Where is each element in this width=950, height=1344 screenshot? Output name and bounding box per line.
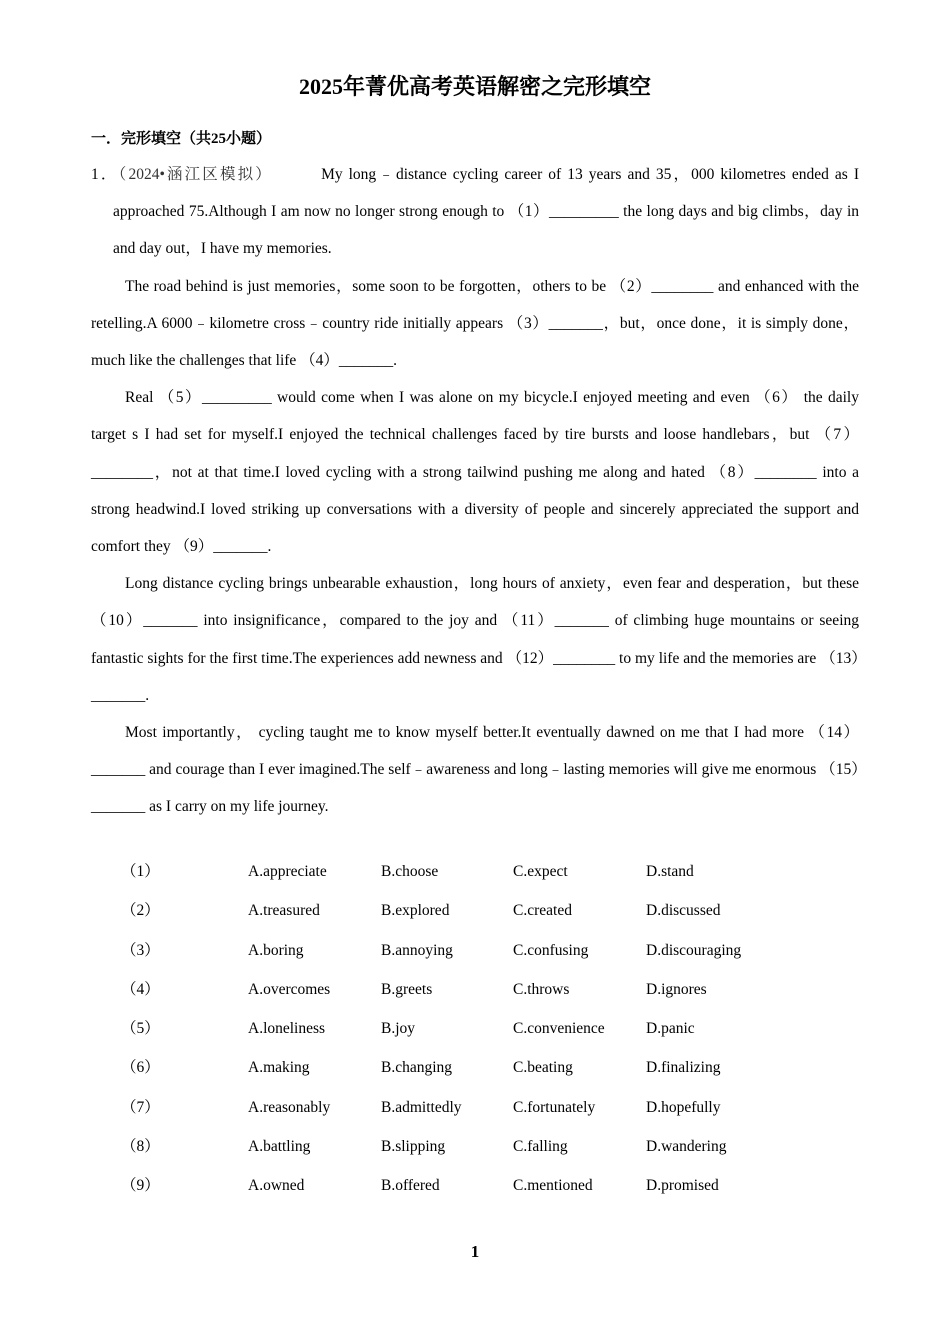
page-number: 1 [470,1242,480,1261]
option-number: （3） [121,941,160,959]
option-row [91,891,859,930]
option-row [91,1166,859,1205]
option-b: B.admittedly [381,1098,462,1116]
option-c: C.falling [513,1138,568,1156]
option-row [91,1048,859,1087]
option-number: （9） [121,1177,160,1195]
option-c: C.beating [513,1059,573,1077]
option-a: A.loneliness [248,1020,326,1038]
cloze-passage [91,156,859,826]
option-c: C.convenience [513,1020,605,1038]
option-number: （2） [121,902,160,920]
option-a: A.battling [248,1138,311,1156]
option-number: （6） [121,1059,160,1077]
options-table [91,852,859,1206]
paragraph-4: Long distance cycling brings unbearable exhaustion，long hours of anxiety，even fear and desperation，but these （10）_______ into insignificance，compared to the joy and （11）_______ of climbing huge mountains or seeing fantastic sights for the first time.The experiences add newness and （12）________ to my life and the memories are （13）_______. [91,575,859,704]
option-row [91,1127,859,1166]
option-number: （1） [121,863,160,880]
option-row [91,970,859,1009]
paragraph-3: Real （5）_________ would come when I was alone on my bicycle.I enjoyed meeting and even （6） the daily target s I had set for myself.I enjoyed the technical challenges faced by tire bursts and loose handlebars，but （7）________，not at that time.I loved cycling with a strong tailwind pushing me along and hated （8）________ into a strong headwind.I loved striking up conversations with a diversity of people and sincerely appreciated the support and comfort they （9）_______. [91,389,859,556]
option-number: （4） [121,980,160,998]
option-a: A.appreciate [248,863,327,880]
option-b: B.slipping [381,1138,446,1156]
option-a: A.overcomes [248,980,331,998]
option-b: B.changing [381,1059,453,1077]
option-number: （7） [121,1098,160,1116]
option-d: D.panic [646,1020,695,1038]
paragraph-2: The road behind is just memories，some soon to be forgotten，others to be （2）________ and enhanced with the retelling.A 6000﹣kilometre cross﹣country ride initially appears （3）_______，but，once done，it is simply done，much like the challenges that life （4）_______. [91,277,859,370]
option-b: B.joy [381,1020,416,1038]
option-d: D.promised [646,1177,719,1195]
option-d: D.ignores [646,980,707,998]
paragraph-1-text: My long﹣distance cycling career of 13 years and 35，000 kilometres ended as I approached 75.Although I am now no longer strong enough to （1）_________ the long days and big climbs，day in and day out，I have my memories. [113,166,859,258]
option-b: B.offered [381,1177,440,1195]
option-b: B.choose [381,863,439,880]
option-a: A.owned [248,1177,305,1195]
option-c: C.expect [513,863,568,880]
option-row [91,1088,859,1127]
question-source: （2024•涵江区模拟） [118,166,273,183]
option-d: D.hopefully [646,1098,721,1116]
option-a: A.boring [248,941,304,959]
option-d: D.finalizing [646,1059,721,1077]
section-heading: 一．完形填空（共25小题） [91,131,272,147]
option-number: （5） [121,1020,160,1038]
document-title: 2025年菁优高考英语解密之完形填空 [298,74,651,99]
option-b: B.annoying [381,941,453,959]
option-number: （8） [121,1138,160,1156]
paragraph-1 [91,156,859,268]
option-row [91,1009,859,1048]
option-row [91,852,859,891]
option-c: C.mentioned [513,1177,593,1195]
option-c: C.confusing [513,941,589,959]
option-d: D.wandering [646,1138,727,1156]
option-a: A.making [248,1059,310,1077]
option-b: B.explored [381,902,450,920]
question-number: 1． [91,166,119,183]
option-row [91,931,859,970]
option-b: B.greets [381,980,433,998]
option-a: A.treasured [248,902,320,920]
option-d: D.discussed [646,902,721,920]
option-a: A.reasonably [248,1098,331,1116]
paragraph-5: Most importantly， cycling taught me to know myself better.It eventually dawned on me that I had more （14）_______ and courage than I ever imagined.The self﹣awareness and long﹣lasting memories will give me enormous （15）_______ as I carry on my life journey. [91,724,859,816]
option-d: D.discouraging [646,941,742,959]
option-c: C.created [513,902,572,920]
option-c: C.fortunately [513,1098,596,1116]
option-d: D.stand [646,863,694,880]
option-c: C.throws [513,980,570,998]
